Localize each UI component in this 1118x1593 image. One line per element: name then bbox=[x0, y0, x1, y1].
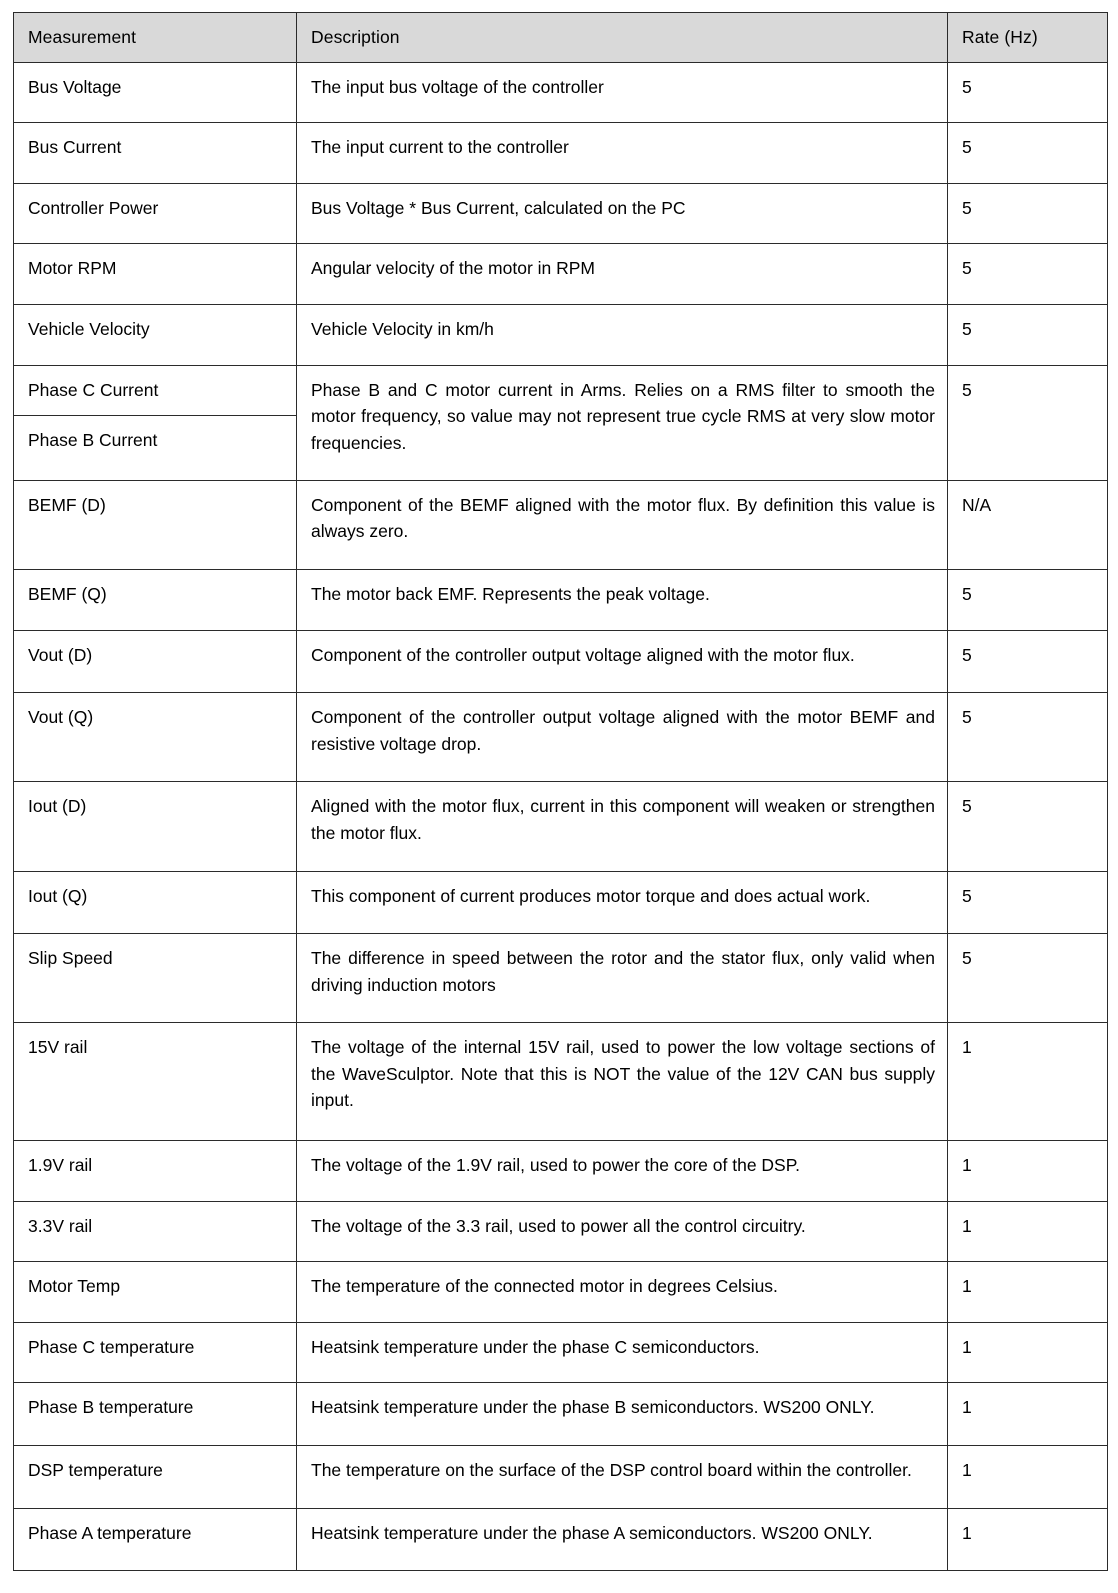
cell-description: This component of current produces motor torque and does actual work. bbox=[297, 871, 948, 934]
table-row bbox=[14, 123, 1108, 184]
table-row bbox=[14, 1141, 1108, 1202]
cell-measurement: Phase A temperature bbox=[14, 1508, 297, 1571]
table-row bbox=[14, 62, 1108, 123]
table-row bbox=[14, 1322, 1108, 1383]
table-row bbox=[14, 365, 1108, 416]
cell-rate: 1 bbox=[948, 1141, 1108, 1202]
cell-rate: 5 bbox=[948, 183, 1108, 244]
cell-description: The input bus voltage of the controller bbox=[297, 62, 948, 123]
cell-description: Bus Voltage * Bus Current, calculated on the PC bbox=[297, 183, 948, 244]
cell-rate: 5 bbox=[948, 693, 1108, 782]
table-row bbox=[14, 569, 1108, 630]
cell-measurement: Motor Temp bbox=[14, 1262, 297, 1323]
table-header-row bbox=[14, 13, 1108, 63]
cell-rate: 5 bbox=[948, 871, 1108, 934]
cell-rate: 5 bbox=[948, 123, 1108, 184]
column-header-measurement: Measurement bbox=[14, 13, 297, 63]
cell-measurement: Slip Speed bbox=[14, 934, 297, 1023]
cell-description: The motor back EMF. Represents the peak voltage. bbox=[297, 569, 948, 630]
cell-rate: 5 bbox=[948, 304, 1108, 365]
table-row bbox=[14, 1446, 1108, 1509]
cell-measurement: Iout (D) bbox=[14, 782, 297, 871]
cell-description: The difference in speed between the rotor and the stator flux, only valid when driving induction motors bbox=[297, 934, 948, 1023]
column-header-rate: Rate (Hz) bbox=[948, 13, 1108, 63]
cell-description: Aligned with the motor flux, current in this component will weaken or strengthen the motor flux. bbox=[297, 782, 948, 871]
cell-measurement: 3.3V rail bbox=[14, 1201, 297, 1262]
table-row bbox=[14, 871, 1108, 934]
table-row bbox=[14, 1383, 1108, 1446]
cell-description: Angular velocity of the motor in RPM bbox=[297, 244, 948, 305]
cell-measurement: Bus Voltage bbox=[14, 62, 297, 123]
cell-rate: 1 bbox=[948, 1201, 1108, 1262]
cell-measurement: Controller Power bbox=[14, 183, 297, 244]
table-row bbox=[14, 183, 1108, 244]
cell-rate: 5 bbox=[948, 782, 1108, 871]
cell-measurement: Phase C temperature bbox=[14, 1322, 297, 1383]
table-row bbox=[14, 1201, 1108, 1262]
cell-measurement: BEMF (Q) bbox=[14, 569, 297, 630]
cell-rate: 1 bbox=[948, 1322, 1108, 1383]
cell-description: Heatsink temperature under the phase B semiconductors. WS200 ONLY. bbox=[297, 1383, 948, 1446]
table-row bbox=[14, 693, 1108, 782]
cell-description: Vehicle Velocity in km/h bbox=[297, 304, 948, 365]
cell-description: The temperature on the surface of the DSP control board within the controller. bbox=[297, 1446, 948, 1509]
cell-description: Phase B and C motor current in Arms. Relies on a RMS filter to smooth the motor frequency, so value may not represent true cycle RMS at very slow motor frequencies. bbox=[297, 365, 948, 480]
cell-measurement: Phase C Current bbox=[14, 365, 297, 416]
table-header bbox=[14, 13, 1108, 63]
cell-measurement: 15V rail bbox=[14, 1023, 297, 1141]
cell-description: The voltage of the 1.9V rail, used to power the core of the DSP. bbox=[297, 1141, 948, 1202]
cell-measurement: Vout (Q) bbox=[14, 693, 297, 782]
column-header-description: Description bbox=[297, 13, 948, 63]
table-row bbox=[14, 1508, 1108, 1571]
cell-measurement: 1.9V rail bbox=[14, 1141, 297, 1202]
cell-rate: 1 bbox=[948, 1383, 1108, 1446]
table-row bbox=[14, 934, 1108, 1023]
cell-description: Component of the controller output voltage aligned with the motor BEMF and resistive voltage drop. bbox=[297, 693, 948, 782]
cell-description: Component of the BEMF aligned with the motor flux. By definition this value is always zero. bbox=[297, 480, 948, 569]
cell-measurement: BEMF (D) bbox=[14, 480, 297, 569]
cell-description: Heatsink temperature under the phase A semiconductors. WS200 ONLY. bbox=[297, 1508, 948, 1571]
table-body bbox=[14, 62, 1108, 1571]
table-row bbox=[14, 1023, 1108, 1141]
cell-measurement: DSP temperature bbox=[14, 1446, 297, 1509]
cell-measurement: Phase B Current bbox=[14, 416, 297, 481]
cell-rate: 5 bbox=[948, 62, 1108, 123]
table-row bbox=[14, 244, 1108, 305]
measurements-table bbox=[13, 12, 1108, 1571]
cell-measurement: Bus Current bbox=[14, 123, 297, 184]
table-row bbox=[14, 630, 1108, 693]
cell-rate: 1 bbox=[948, 1023, 1108, 1141]
cell-rate: 5 bbox=[948, 934, 1108, 1023]
cell-rate: N/A bbox=[948, 480, 1108, 569]
cell-rate: 5 bbox=[948, 365, 1108, 480]
cell-rate: 1 bbox=[948, 1508, 1108, 1571]
cell-rate: 5 bbox=[948, 244, 1108, 305]
cell-measurement: Phase B temperature bbox=[14, 1383, 297, 1446]
cell-measurement: Iout (Q) bbox=[14, 871, 297, 934]
cell-description: The voltage of the internal 15V rail, used to power the low voltage sections of the WaveSculptor. Note that this is NOT the value of the 12V CAN bus supply input. bbox=[297, 1023, 948, 1141]
table-row bbox=[14, 480, 1108, 569]
cell-description: The temperature of the connected motor in degrees Celsius. bbox=[297, 1262, 948, 1323]
cell-measurement: Vout (D) bbox=[14, 630, 297, 693]
cell-rate: 5 bbox=[948, 630, 1108, 693]
cell-description: Heatsink temperature under the phase C semiconductors. bbox=[297, 1322, 948, 1383]
table-row bbox=[14, 1262, 1108, 1323]
table-row bbox=[14, 782, 1108, 871]
cell-measurement: Vehicle Velocity bbox=[14, 304, 297, 365]
cell-measurement: Motor RPM bbox=[14, 244, 297, 305]
table-row bbox=[14, 304, 1108, 365]
cell-description: The voltage of the 3.3 rail, used to power all the control circuitry. bbox=[297, 1201, 948, 1262]
cell-description: Component of the controller output voltage aligned with the motor flux. bbox=[297, 630, 948, 693]
cell-rate: 5 bbox=[948, 569, 1108, 630]
cell-description: The input current to the controller bbox=[297, 123, 948, 184]
cell-rate: 1 bbox=[948, 1446, 1108, 1509]
cell-rate: 1 bbox=[948, 1262, 1108, 1323]
